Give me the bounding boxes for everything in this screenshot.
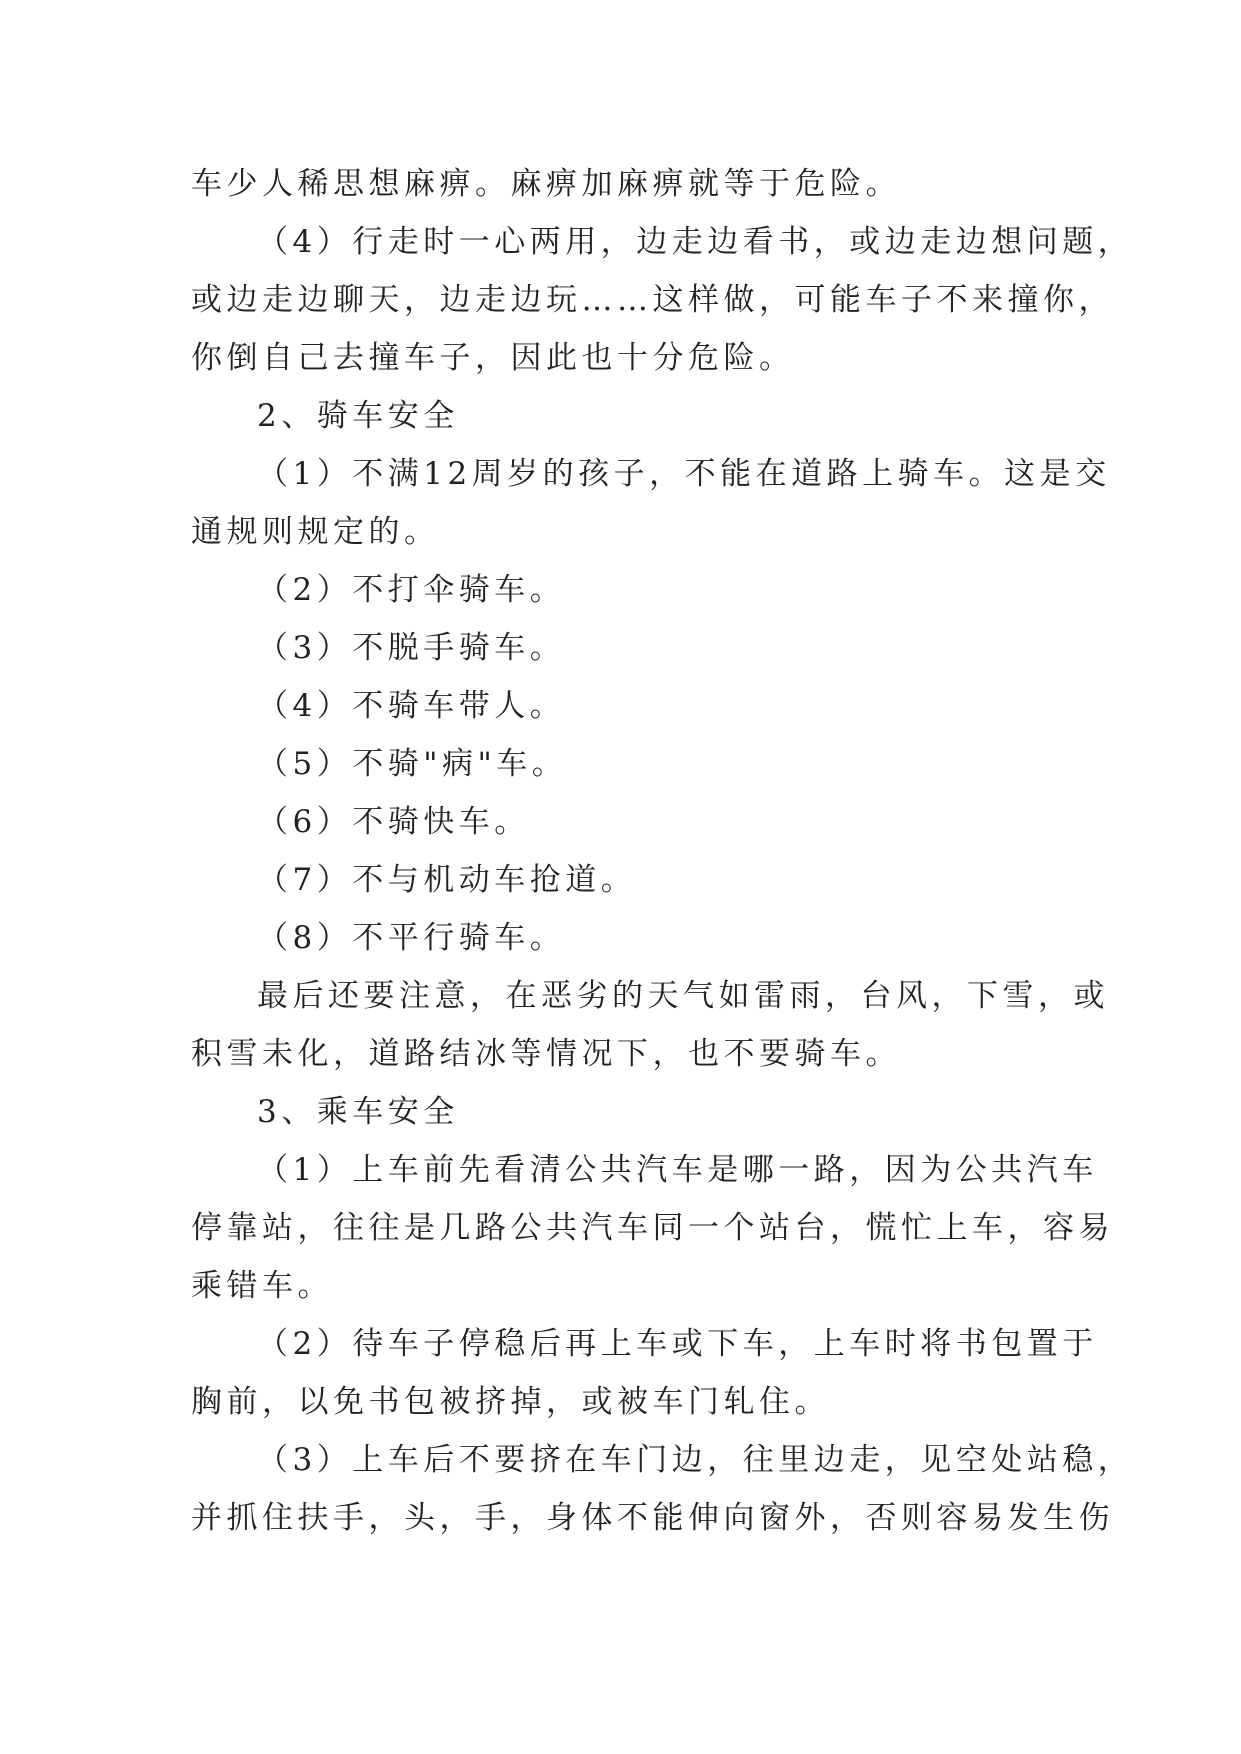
list-item: （4）不骑车带人。: [257, 688, 566, 724]
paragraph-line: 最后还要注意，在恶劣的天气如雷雨，台风，下雪，或: [257, 978, 1109, 1014]
paragraph-line: 车少人稀思想麻痹。麻痹加麻痹就等于危险。: [191, 166, 901, 202]
list-item: （5）不骑"病"车。: [257, 746, 568, 782]
list-item: （3）不脱手骑车。: [257, 630, 566, 666]
paragraph-line: 乘错车。: [191, 1268, 333, 1304]
list-item: （2）待车子停稳后再上车或下车，上车时将书包置于: [257, 1326, 1098, 1362]
document-body: [191, 155, 1134, 1547]
list-item: （7）不与机动车抢道。: [257, 862, 637, 898]
list-item: （1）上车前先看清公共汽车是哪一路，因为公共汽车: [257, 1152, 1098, 1188]
paragraph-line: 停靠站，往往是几路公共汽车同一个站台，慌忙上车，容易: [191, 1210, 1114, 1246]
section-heading: 2、骑车安全: [257, 398, 459, 434]
section-heading: 3、乘车安全: [257, 1094, 459, 1130]
paragraph-line: 或边走边聊天，边走边玩……这样做，可能车子不来撞你，: [191, 282, 1114, 318]
paragraph-line: 通规则规定的。: [191, 514, 440, 550]
list-item: （8）不平行骑车。: [257, 920, 566, 956]
list-item: （6）不骑快车。: [257, 804, 530, 840]
paragraph-line: （4）行走时一心两用，边走边看书，或边走边想问题，: [257, 224, 1134, 260]
paragraph-line: 积雪未化，道路结冰等情况下，也不要骑车。: [191, 1036, 901, 1072]
list-item: （3）上车后不要挤在车门边，往里边走，见空处站稳，: [257, 1442, 1134, 1478]
paragraph-line: 胸前，以免书包被挤掉，或被车门轧住。: [191, 1384, 830, 1420]
list-item: （1）不满12周岁的孩子，不能在道路上骑车。这是交: [257, 456, 1111, 492]
paragraph-line: 并抓住扶手，头，手，身体不能伸向窗外，否则容易发生伤: [191, 1500, 1114, 1536]
paragraph-line: 你倒自己去撞车子，因此也十分危险。: [191, 340, 795, 376]
list-item: （2）不打伞骑车。: [257, 572, 566, 608]
